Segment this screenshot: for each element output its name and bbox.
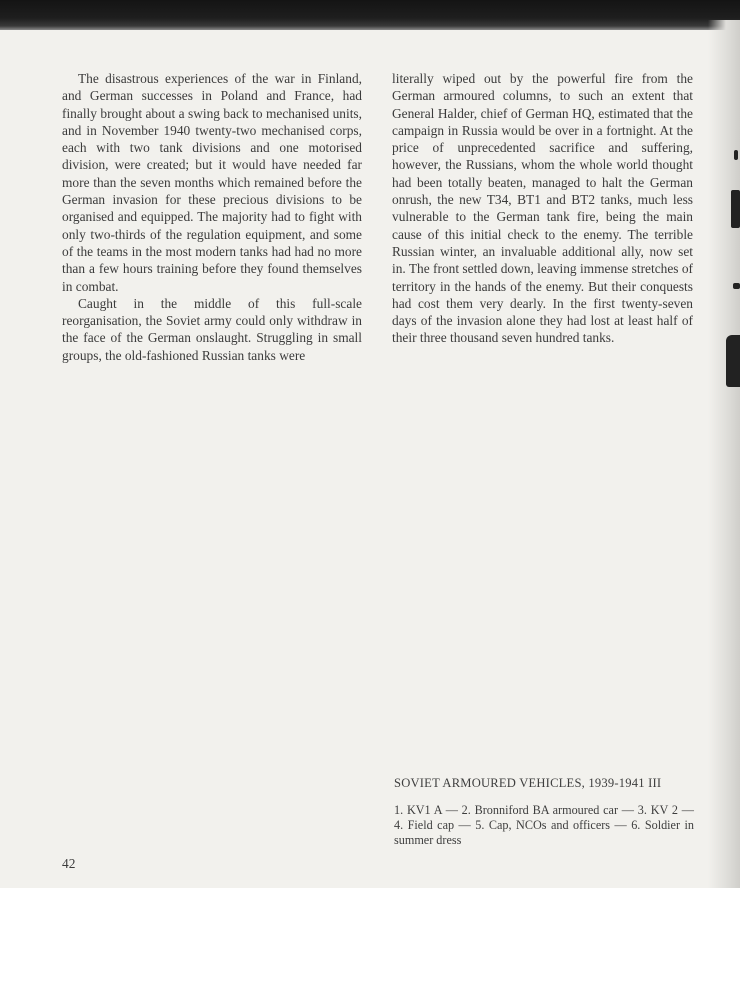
paragraph: The disastrous experiences of the war in Finland, and German successes in Poland and France, had finally brought about a swing back to mechanised units, and in November 1940 twenty-two mechanised corps, each with two tank divisions and one motorised division, were created; but it would have needed far more than the seven months which remained before the German invasion for these precious divisions to be organised and equipped. The majority had to fight with only two-thirds of the regulation equipment, and some of the teams in the most modern tanks had had no more than a few hours training before they found themselves in combat. (62, 71, 362, 294)
caption-title: SOVIET ARMOURED VEHICLES, 1939-1941 III (394, 776, 662, 790)
figure-caption (394, 776, 694, 848)
right-column (392, 70, 693, 347)
edge-mark (726, 335, 740, 387)
left-column (62, 70, 362, 364)
edge-mark (733, 283, 740, 289)
edge-mark (734, 150, 738, 160)
paragraph: Caught in the middle of this full-scale reorganisation, the Soviet army could only withdraw in the face of the German onslaught. Struggling in small groups, the old-fashioned Russian tanks were (62, 295, 362, 363)
edge-mark (731, 190, 740, 228)
top-scan-edge (0, 0, 740, 30)
paragraph: literally wiped out by the powerful fire from the German armoured columns, to such an extent that General Halder, chief of German HQ, estimated that the campaign in Russia would be over in a fortnight. At the price of unprecedented sacrifice and suffering, however, the Russians, whom the whole world thought had been totally beaten, managed to halt the German onrush, the new T34, BT1 and BT2 tanks, much less vulnerable to the German tank fire, being the main cause of this initial check to the enemy. The terrible Russian winter, an invaluable additional ally, now set in. The front settled down, leaving immense stretches of territory in the hands of the enemy. But their conquests had cost them very dearly. In the first twenty-seven days of the invasion alone they had lost at least half of their three thousand seven hundred tanks. (392, 71, 693, 346)
caption-text: 1. KV1 A — 2. Bronniford BA armoured car — 3. KV 2 — 4. Field cap — 5. Cap, NCOs and officers — 6. Soldier in summer dress (394, 803, 694, 847)
page-number: 42 (62, 856, 76, 871)
